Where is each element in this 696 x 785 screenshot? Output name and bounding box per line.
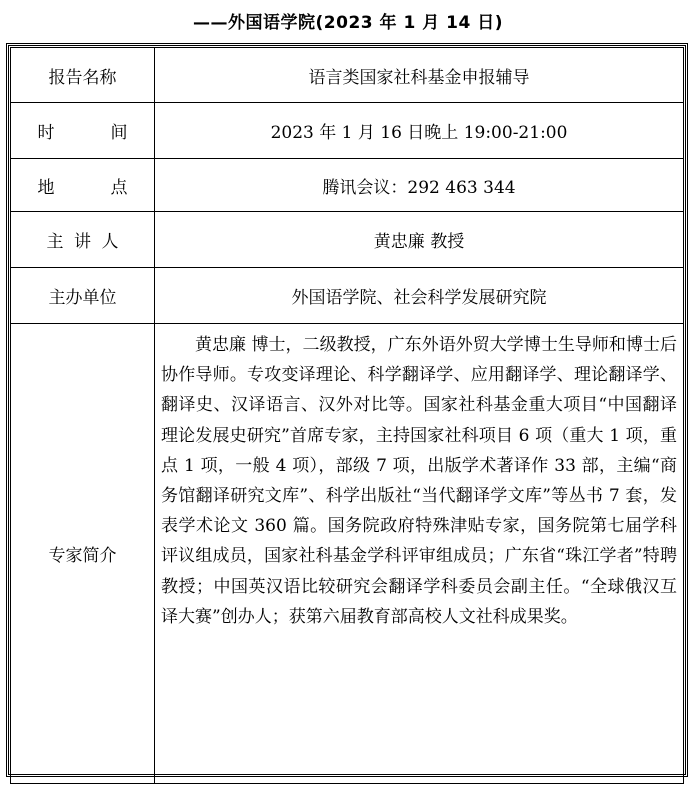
value-report-name: 语言类国家社科基金申报辅导 (155, 48, 684, 103)
label-char: 地 (37, 177, 55, 198)
expert-bio-text: 黄忠廉 博士，二级教授，广东外语外贸大学博士生导师和博士后协作导师。专攻变译理论、科学翻译学、应用翻译学、理论翻译学、翻译史、汉译语言、汉外对比等。国家社科基金重大项目“中国翻译理论发展史研究”首席专家，主持国家社科项目 6 项（重大 1 项，重点 1 项，一般 4 项），部级 7 项，出版学术著译作 33 部，主编“商务馆翻译研究文库”、科学出版社“当代翻译学文库”等丛书 7 套，发表学术论文 360 篇。国务院政府特殊津贴专家，国务院第七届学科评议组成员，国家社科基金学科评审组成员；广东省“珠江学者”特聘教授；中国英汉语比较研究会翻译学科委员会副主任。“全球俄汉互译大赛”创办人；获第六届教育部高校人文社科成果奖。 (161, 335, 677, 627)
value-location: 腾讯会议：292 463 344 (155, 159, 684, 212)
table-row (11, 324, 684, 784)
table-row (11, 159, 684, 212)
label-char: 主 (46, 232, 64, 252)
label-text: 报告名称 (48, 67, 117, 88)
label-organizer (11, 268, 155, 324)
label-char: 点 (110, 177, 128, 198)
label-report-name (11, 48, 155, 103)
table-row (11, 268, 684, 324)
label-char: 时 (37, 123, 55, 143)
label-location (11, 159, 155, 212)
value-organizer: 外国语学院、社会科学发展研究院 (155, 268, 684, 324)
value-expert-bio (155, 324, 684, 784)
label-time (11, 103, 155, 159)
label-char: 间 (110, 123, 128, 143)
table-row (11, 103, 684, 159)
table-row (11, 212, 684, 268)
value-time: 2023 年 1 月 16 日晚上 19:00-21:00 (155, 103, 684, 159)
label-text: 主办单位 (48, 288, 117, 308)
label-char: 人 (101, 232, 119, 252)
table-row (11, 48, 684, 103)
label-expert-bio: 专家简介 (11, 324, 155, 784)
event-info-table (10, 47, 684, 784)
label-char: 讲 (74, 232, 91, 252)
document-subtitle: ——外国语学院(2023 年 1 月 14 日) (193, 13, 503, 33)
value-speaker: 黄忠廉 教授 (155, 212, 684, 268)
label-speaker (11, 212, 155, 268)
